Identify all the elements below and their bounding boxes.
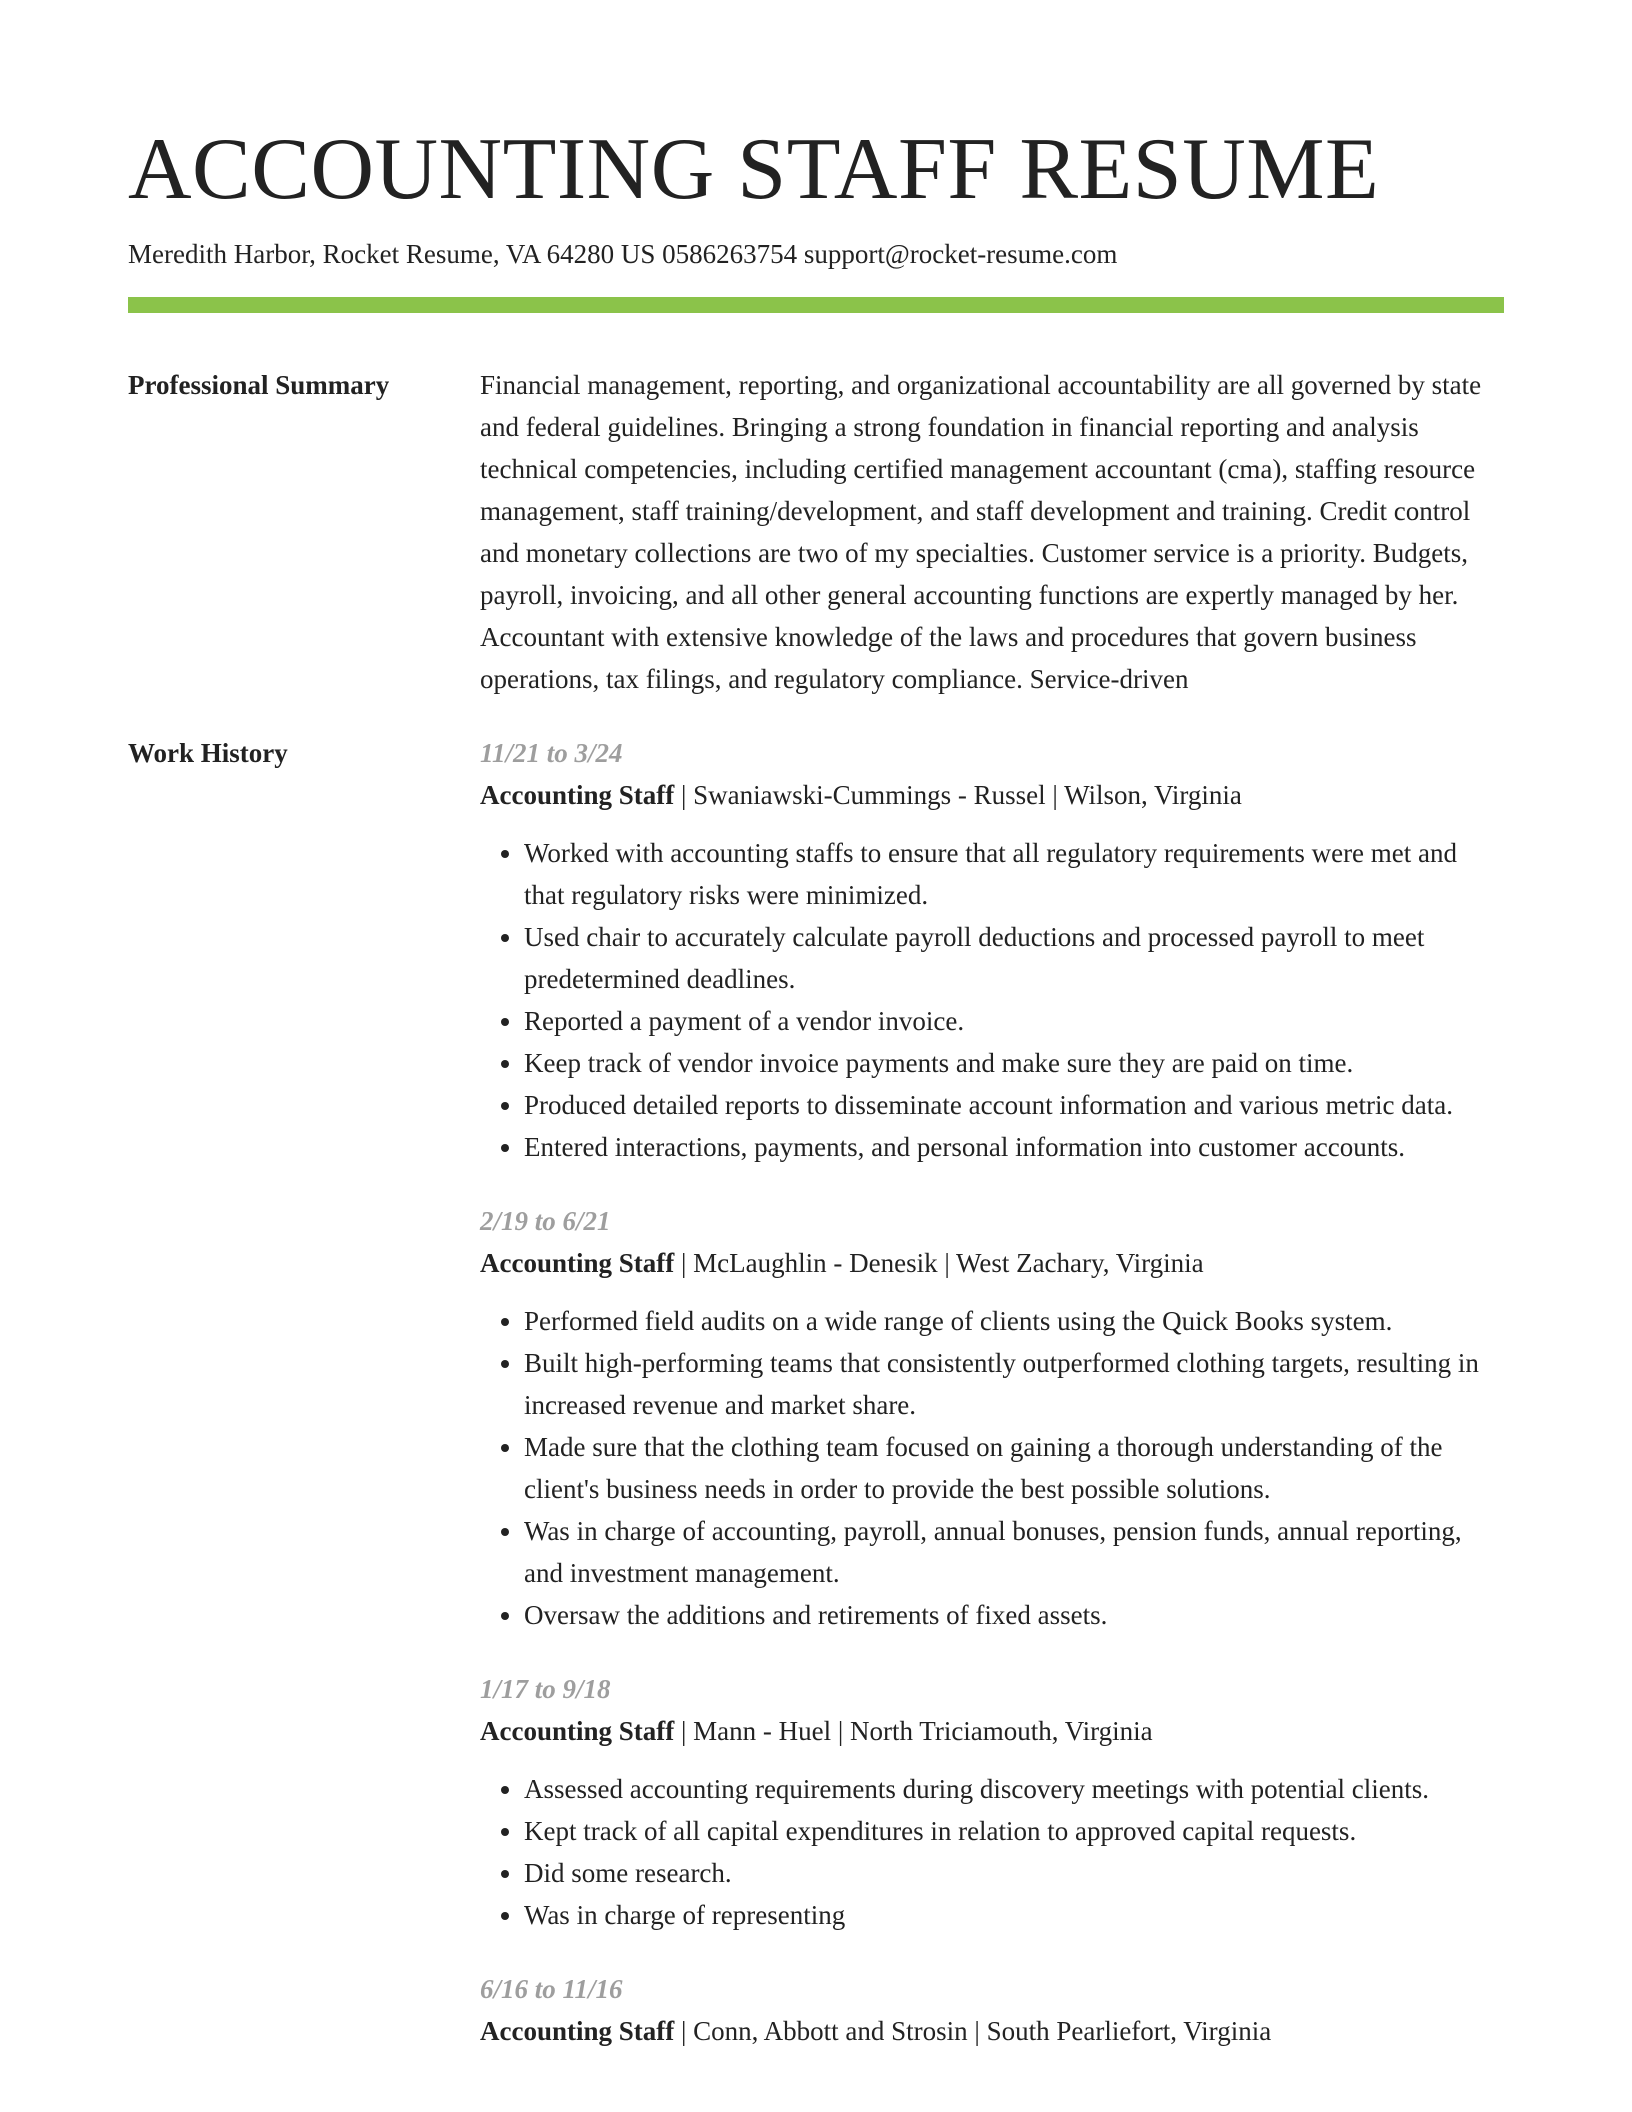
job-title: Accounting Staff <box>480 1716 675 1746</box>
job-heading <box>480 1242 1504 1284</box>
job-duty-item: • Produced detailed reports to disseminate account information and various metric data. <box>524 1084 1504 1126</box>
job-heading <box>480 774 1504 816</box>
job-duty-item: • Used chair to accurately calculate payroll deductions and processed payroll to meet predetermined deadlines. <box>524 916 1504 1000</box>
job-dates: 1/17 to 9/18 <box>480 1674 611 1704</box>
job-duty-item: • Was in charge of representing <box>524 1894 1504 1936</box>
job-title: Accounting Staff <box>480 780 675 810</box>
job-title: Accounting Staff <box>480 1248 675 1278</box>
job-employer-location: | Swaniawski-Cummings - Russel | Wilson, Virginia <box>674 780 1242 810</box>
job-duty-item: • Performed field audits on a wide range of clients using the Quick Books system. <box>524 1300 1504 1342</box>
contact-line: Meredith Harbor, Rocket Resume, VA 64280 US 0586263754 support@rocket-resume.com <box>128 239 1118 269</box>
professional-summary-section <box>128 364 1504 700</box>
job-employer-location: | Conn, Abbott and Strosin | South Pearliefort, Virginia <box>674 2016 1272 2046</box>
job-duty-item: • Was in charge of accounting, payroll, annual bonuses, pension funds, annual reporting, and investment management. <box>524 1510 1504 1594</box>
job-heading <box>480 1710 1504 1752</box>
professional-summary-text: Financial management, reporting, and organizational accountability are all governed by state and federal guidelines. Bringing a strong foundation in financial reporting and analysis technical competencies, including certified management accountant (cma), staffing resource management, staff training/development, and staff development and training. Credit control and monetary collections are two of my specialties. Customer service is a priority. Budgets, payroll, invoicing, and all other general accounting functions are expertly managed by her. Accountant with extensive knowledge of the laws and procedures that govern business operations, tax filings, and regulatory compliance. Service-driven <box>480 370 1482 694</box>
job-duties-list <box>480 832 1504 1168</box>
resume-title: ACCOUNTING STAFF RESUME <box>128 121 1380 218</box>
job-employer-location: | Mann - Huel | North Triciamouth, Virginia <box>674 1716 1153 1746</box>
job-entry <box>480 1200 1504 1636</box>
job-duties-list <box>480 1768 1504 1936</box>
work-history-list <box>480 732 1504 2084</box>
work-history-section <box>128 732 1504 2084</box>
job-entry <box>480 1668 1504 1936</box>
job-duties-list <box>480 1300 1504 1636</box>
job-entry <box>480 1968 1504 2052</box>
section-label-professional-summary: Professional Summary <box>128 370 390 400</box>
job-dates: 6/16 to 11/16 <box>480 1974 623 2004</box>
job-employer-location: | McLaughlin - Denesik | West Zachary, Virginia <box>674 1248 1204 1278</box>
section-label-work-history: Work History <box>128 738 288 768</box>
job-dates: 11/21 to 3/24 <box>480 738 623 768</box>
job-duty-item: • Keep track of vendor invoice payments and make sure they are paid on time. <box>524 1042 1504 1084</box>
job-duty-item: • Kept track of all capital expenditures in relation to approved capital requests. <box>524 1810 1504 1852</box>
job-duty-item: • Did some research. <box>524 1852 1504 1894</box>
job-entry <box>480 732 1504 1168</box>
job-duty-item: • Entered interactions, payments, and personal information into customer accounts. <box>524 1126 1504 1168</box>
job-duty-item: • Assessed accounting requirements during discovery meetings with potential clients. <box>524 1768 1504 1810</box>
job-duty-item: • Reported a payment of a vendor invoice. <box>524 1000 1504 1042</box>
accent-divider <box>128 297 1504 313</box>
job-title: Accounting Staff <box>480 2016 675 2046</box>
resume-page <box>128 0 1504 2084</box>
job-duty-item: • Worked with accounting staffs to ensure that all regulatory requirements were met and that regulatory risks were minimized. <box>524 832 1504 916</box>
job-heading <box>480 2010 1504 2052</box>
job-duty-item: • Oversaw the additions and retirements of fixed assets. <box>524 1594 1504 1636</box>
job-duty-item: • Made sure that the clothing team focused on gaining a thorough understanding of the client's business needs in order to provide the best possible solutions. <box>524 1426 1504 1510</box>
job-duty-item: • Built high-performing teams that consistently outperformed clothing targets, resulting in increased revenue and market share. <box>524 1342 1504 1426</box>
job-dates: 2/19 to 6/21 <box>480 1206 611 1236</box>
